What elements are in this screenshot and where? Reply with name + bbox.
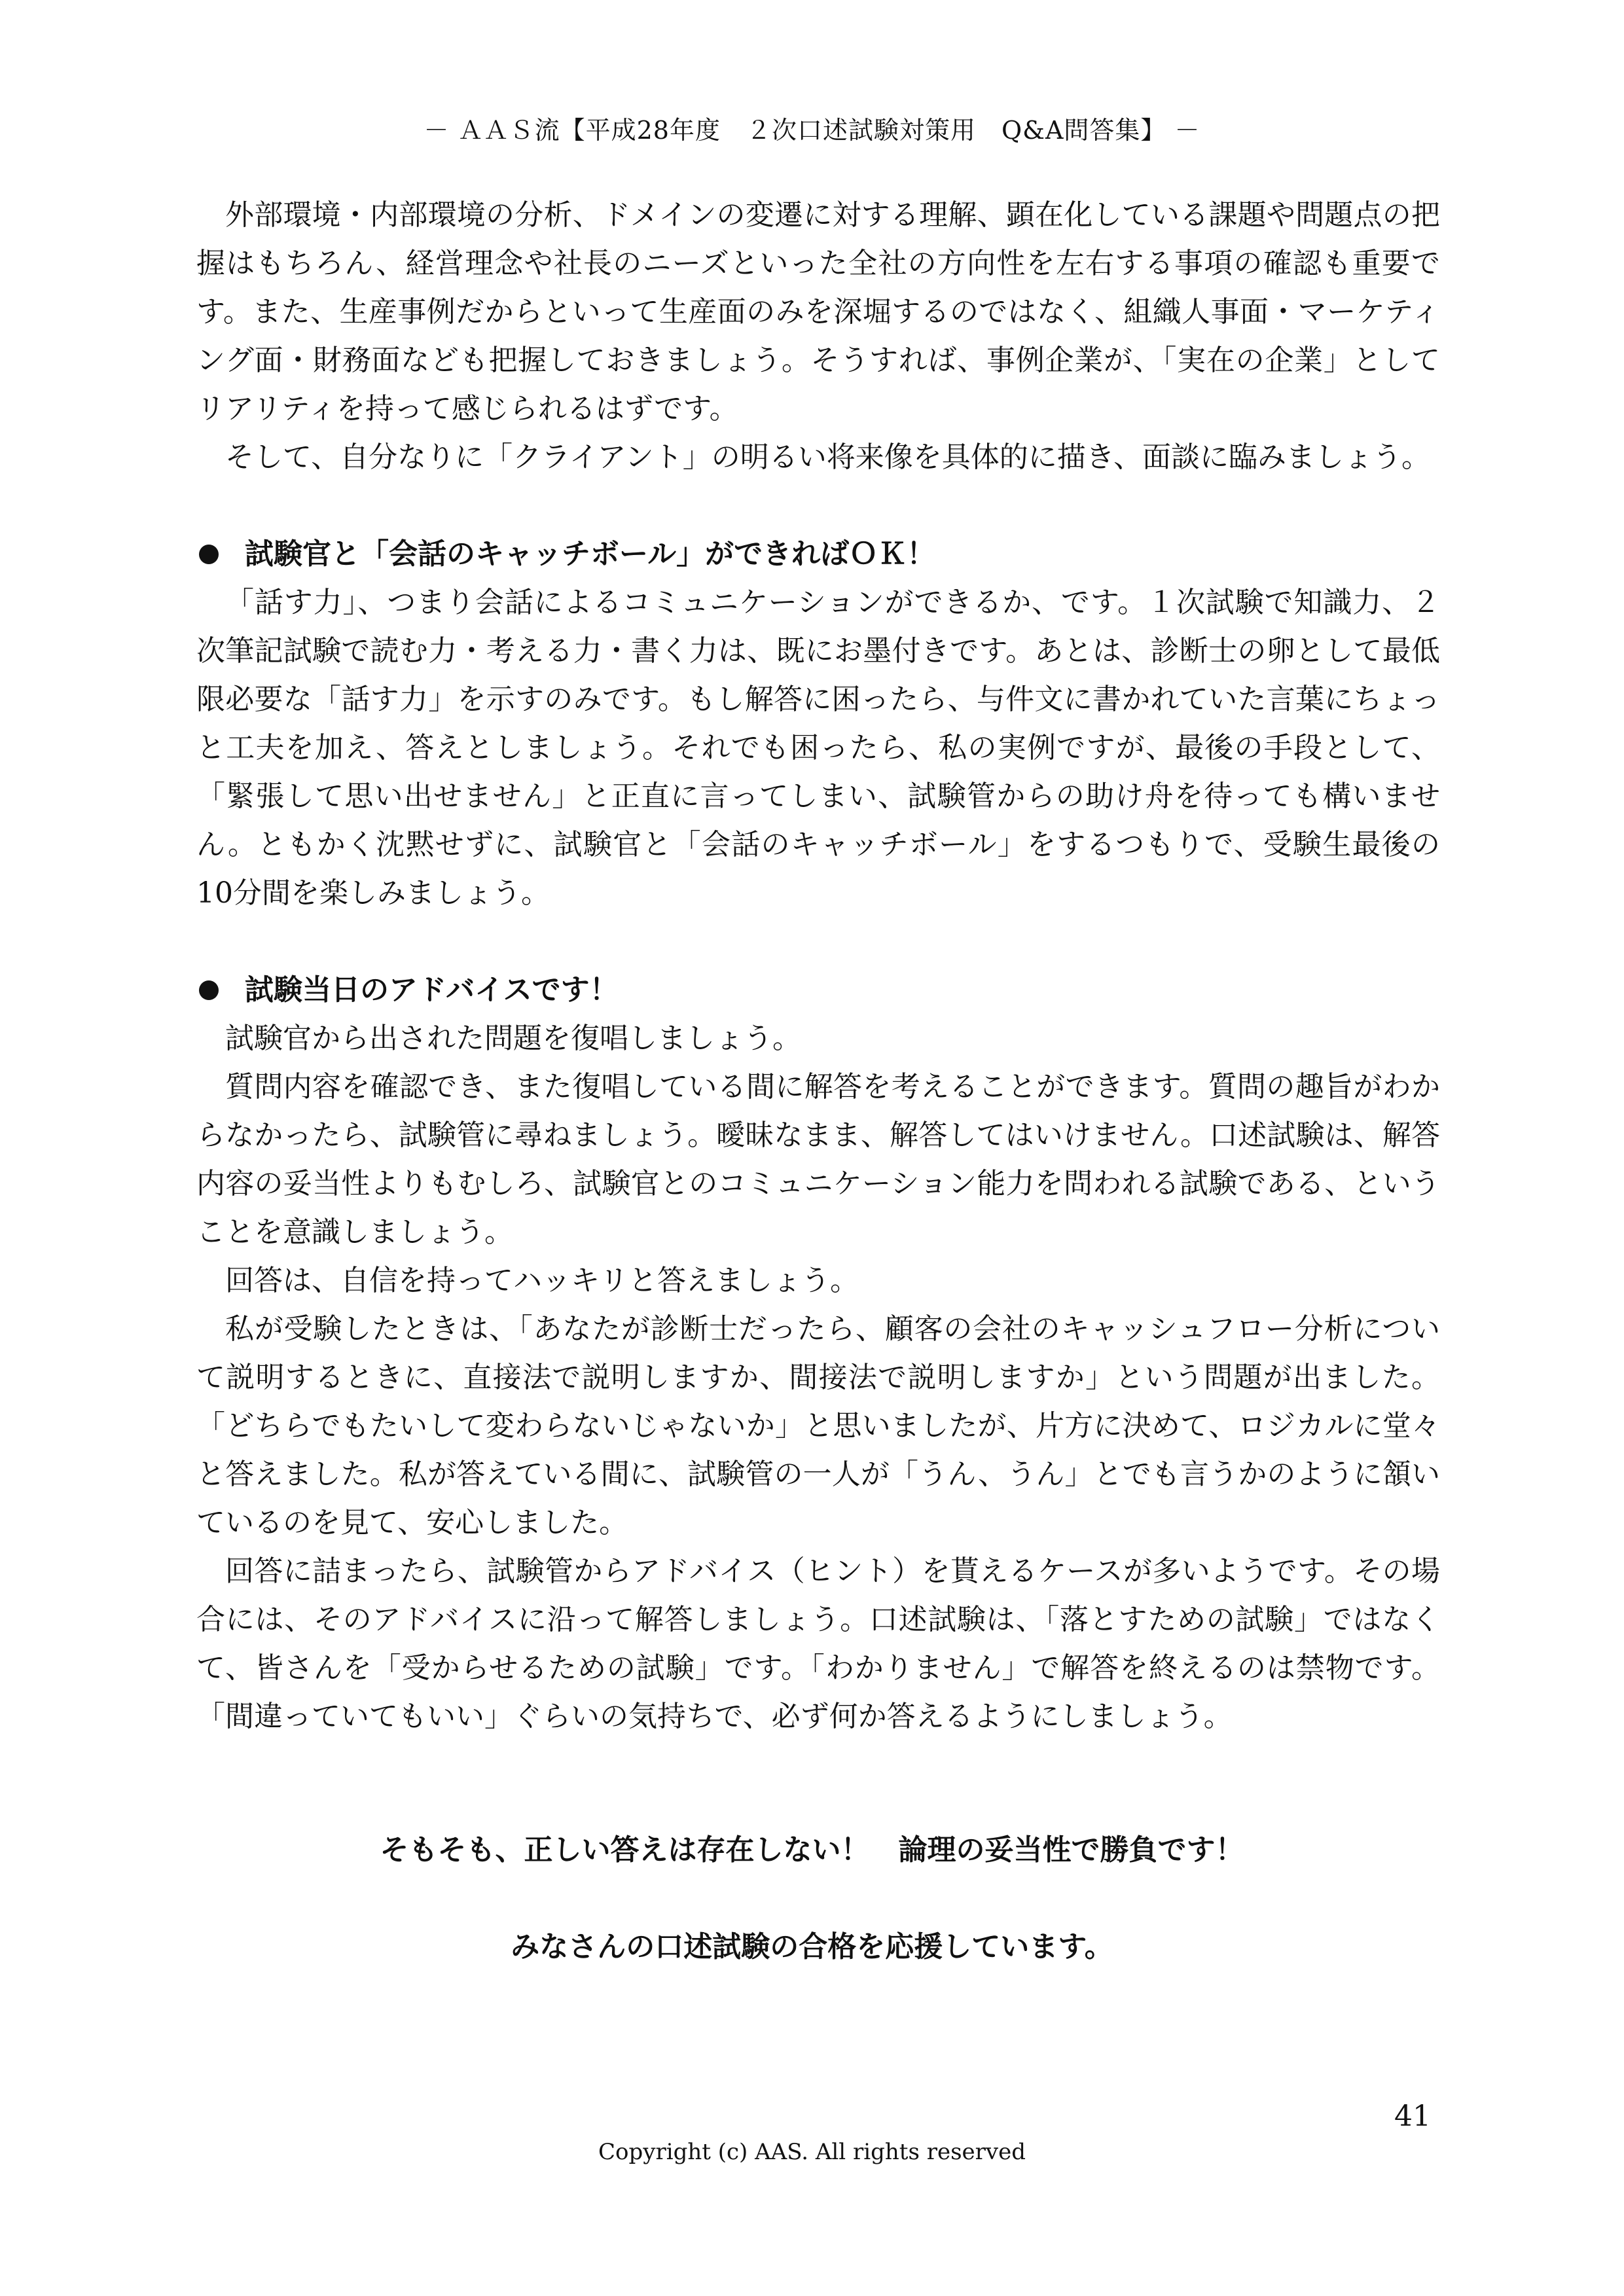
closing-message: そもそも、正しい答えは存在しない！ 論理の妥当性で勝負です！ xyxy=(380,1833,1244,1867)
intro-paragraph: 外部環境・内部環境の分析、ドメインの変遷に対する理解、顕在化している課題や問題点の把握はもちろん、経営理念や社長のニーズといった全社の方向性を左右する事項の確認も重要です。また、生産事例だからといって生産面のみを深堀するのではなく、組織人事面・マーケティング面・財務面なども把握しておきましょう。そうすれば、事例企業が、「実在の企業」としてリアリティを持って感じられるはずです。 xyxy=(196,198,1440,425)
section-heading xyxy=(196,966,1440,1014)
section-heading-text: 試験当日のアドバイスです！ xyxy=(245,973,619,1007)
closing-message: みなさんの口述試験の合格を応援しています。 xyxy=(511,1930,1113,1964)
section-paragraph: 「話す力」、つまり会話によるコミュニケーションができるか、です。１次試験で知識力、２次筆記試験で読む力・考える力・書く力は、既にお墨付きです。あとは、診断士の卵として最低限必要な「話す力」を示すのみです。もし解答に困ったら、与件文に書かれていた言葉にちょっと工夫を加え、答えとしましょう。それでも困ったら、私の実例ですが、最後の手段として、「緊張して思い出せません」と正直に言ってしまい、試験管からの助け舟を待っても構いません。ともかく沈黙せずに、試験官と「会話のキャッチボール」をするつもりで、受験生最後の10分間を楽しみましょう。 xyxy=(196,586,1440,910)
bullet-icon xyxy=(199,545,219,564)
section-heading xyxy=(196,530,1440,579)
section-paragraph: 試験官から出された問題を復唱しましょう。 xyxy=(225,1022,801,1055)
section-paragraph: 質問内容を確認でき、また復唱している間に解答を考えることができます。質問の趣旨がわからなかったら、試験管に尋ねましょう。曖昧なまま、解答してはいけません。口述試験は、解答内容の妥当性よりもむしろ、試験官とのコミュニケーション能力を問われる試験である、ということを意識しましょう。 xyxy=(196,1070,1440,1249)
bullet-icon xyxy=(199,980,219,1000)
section-paragraph: 回答は、自信を持ってハッキリと答えましょう。 xyxy=(225,1264,859,1297)
page-number: 41 xyxy=(1394,2100,1431,2133)
copyright-footer: Copyright (c) AAS. All rights reserved xyxy=(598,2139,1026,2165)
section-paragraph: 私が受験したときは、「あなたが診断士だったら、顧客の会社のキャッシュフロー分析について説明するときに、直接法で説明しますか、間接法で説明しますか」という問題が出ました。「どちらでもたいして変わらないじゃないか」と思いましたが、片方に決めて、ロジカルに堂々と答えました。私が答えている間に、試験管の一人が「うん、うん」とでも言うかのように頷いているのを見て、安心しました。 xyxy=(196,1312,1440,1539)
section-paragraph: 回答に詰まったら、試験管からアドバイス（ヒント）を貰えるケースが多いようです。その場合には、そのアドバイスに沿って解答しましょう。口述試験は、「落とすための試験」ではなくて、皆さんを「受からせるための試験」です。「わかりません」で解答を終えるのは禁物です。「間違っていてもいい」ぐらいの気持ちで、必ず何か答えるようにしましょう。 xyxy=(196,1554,1440,1733)
intro-paragraph: そして、自分なりに「クライアント」の明るい将来像を具体的に描き、面談に臨みましょう。 xyxy=(225,440,1430,474)
page-header: － ＡＡＳ流【平成28年度 ２次口述試験対策用 Q&A問答集】 － xyxy=(424,116,1200,145)
section-heading-text: 試験官と「会話のキャッチボール」ができればＯＫ！ xyxy=(245,537,936,571)
page-body xyxy=(196,191,1440,1741)
